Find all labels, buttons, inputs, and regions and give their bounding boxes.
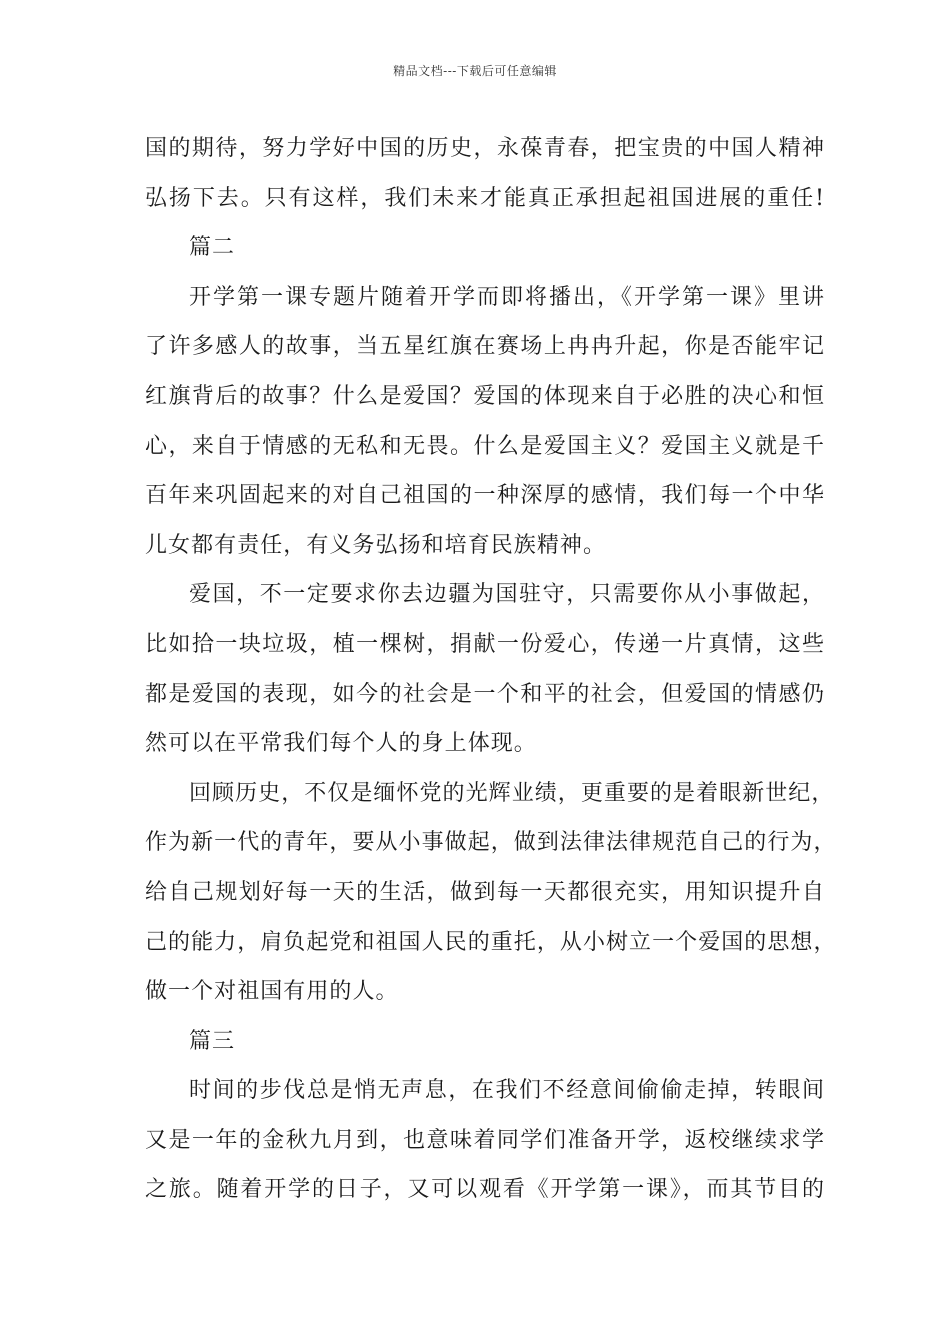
- text-line: 又是一年的金秋九月到，也意味着同学们准备开学，返校继续求学: [145, 1127, 825, 1153]
- section-heading: 篇三: [189, 1028, 236, 1054]
- text-line: 回顾历史，不仅是缅怀党的光辉业绩，更重要的是着眼新世纪，: [189, 780, 835, 806]
- page-header: 精品文档---下载后可任意编辑: [393, 64, 557, 78]
- text-line: 开学第一课专题片随着开学而即将播出，《开学第一课》里讲: [189, 284, 825, 310]
- text-line: 做一个对祖国有用的人。: [145, 979, 399, 1005]
- text-line: 都是爱国的表现，如今的社会是一个和平的社会，但爱国的情感仍: [145, 681, 825, 707]
- text-line: 之旅。随着开学的日子，又可以观看《开学第一课》，而其节目的: [145, 1177, 825, 1203]
- text-line: 国的期待，努力学好中国的历史，永葆青春，把宝贵的中国人精神: [145, 136, 825, 161]
- text-line: 弘扬下去。只有这样，我们未来才能真正承担起祖国进展的重任!: [145, 185, 825, 211]
- text-line: 儿女都有责任，有义务弘扬和培育民族精神。: [145, 532, 607, 558]
- text-line: 作为新一代的青年，要从小事做起，做到法律法律规范自己的行为，: [145, 830, 837, 856]
- text-line: 然可以在平常我们每个人的身上体现。: [145, 731, 537, 757]
- text-line: 爱国，不一定要求你去边疆为国驻守，只需要你从小事做起，: [189, 582, 825, 608]
- section-heading: 篇二: [189, 235, 236, 261]
- text-line: 己的能力，肩负起党和祖国人民的重托，从小树立一个爱国的思想，: [145, 929, 837, 955]
- text-line: 红旗背后的故事？什么是爱国？爱国的体现来自于必胜的决心和恒: [145, 383, 825, 409]
- text-line: 比如拾一块垃圾，植一棵树，捐献一份爱心，传递一片真情，这些: [145, 631, 825, 657]
- text-line: 心，来自于情感的无私和无畏。什么是爱国主义？爱国主义就是千: [145, 433, 825, 459]
- text-line: 给自己规划好每一天的生活，做到每一天都很充实，用知识提升自: [145, 879, 825, 905]
- document-body: [145, 124, 837, 1215]
- text-line: 时间的步伐总是悄无声息，在我们不经意间偷偷走掉，转眼间: [189, 1078, 825, 1104]
- text-line: 了许多感人的故事，当五星红旗在赛场上冉冉升起，你是否能牢记: [145, 334, 825, 360]
- text-line: 百年来巩固起来的对自己祖国的一种深厚的感情，我们每一个中华: [145, 483, 825, 509]
